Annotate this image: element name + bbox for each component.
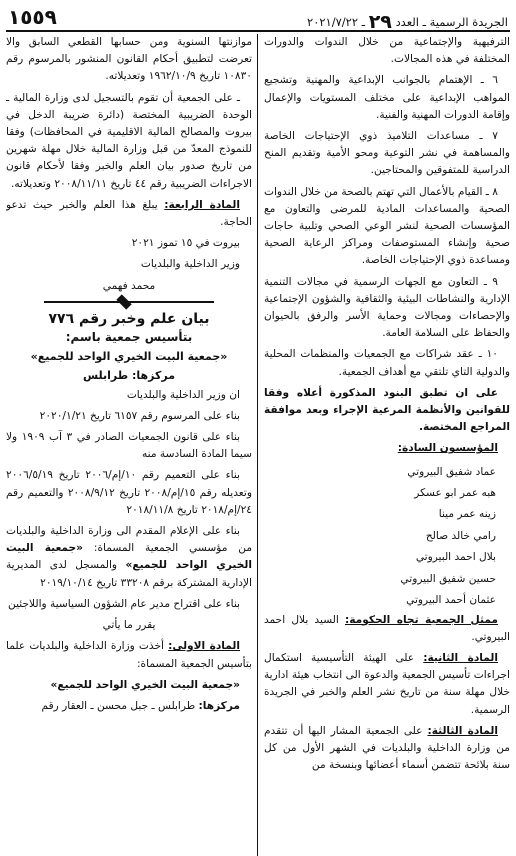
representative-name: السيد بلال احمد البيروتي. [264,613,510,643]
founder-name: عماد شفيق البيروتي [407,465,496,478]
recital-registration: والمسجل لدى المديرية الإدارية المشتركة برقم ٣٣٢٠٨ تاريخ ٢٠١٩/١٠/١٤ [6,559,252,589]
article-2-text: على الهيئة التأسيسية استكمال اجراءات تأسيس الجمعية والدعوة الى انتخاب هيئة ادارية خلال مهلة سنة من تاريخ نشر العلم والخبر في الجريدة الرسمية. [264,651,510,716]
recital-law: بناء على قانون الجمعيات الصادر في ٣ آب ١٩٠٩ ولا سيما المادة السادسة منه [6,431,252,461]
article-3-text: على الجمعية المشار اليها أن تتقدم من وزارة الداخلية والبلديات في الشهر الأول من كل سنة بلائحة تتضمن أسماء أعضائها وبنسخة من [264,724,510,772]
founders-heading: المؤسسون السادة: [397,442,498,455]
page-body [6,34,510,856]
conditions-note: على ان تطبق البنود المذكورة أعلاه وفقا للقوانين والأنظمة المرعية الإجراء وبعد موافقة المراجع المختصة. [264,386,510,434]
article-4-text: يبلغ هذا العلم والخبر حيث تدعو الحاجة. [6,198,252,229]
article-1-text: أخذت وزارة الداخلية والبلديات علما بتأسيس الجمعية المسماة: [6,640,252,670]
tax-registration-paragraph: ـ على الجمعية أن تقوم بالتسجيل لدى وزارة المالية ـ الوحدة الضريبية المختصة (دائرة ضريبة الدخل في بيروت والمصالح المالية الاقليمية في المحافظات) وفقا للنموذج المعدّ من قبل وزارة المالية خلال مهلة شهرين من تاريخ صدور بيان العلم والخبر وفقا لأحكام قانون الاجراءات الضريبية رقم ٤٤ تاريخ ٢٠٠٨/١١/١١ وتعديلاته. [6,91,252,190]
article-2-label: المادة الثانية: [423,651,498,664]
founder-name: هبه عمر ابو عسكر [414,487,496,500]
article-3 [264,723,510,775]
decision-line: يقرر ما يأتي [102,619,156,632]
column-divider [257,34,258,856]
item-6: ٦ ـ الإهتمام بالجوانب الإبداعية والمهنية وتشجيع المواهب الإبداعية على مختلف المستويات والإعمال وإقامة الدورات المهنية والفنية. [264,74,510,121]
recital-proposal: بناء على اقتراح مدير عام الشؤون السياسية واللاجئين [8,597,240,610]
notice-subtitle: بتأسيس جمعية باسم: [65,330,193,345]
recital-notification-text: بناء على الإعلام المقدم الى وزارة الداخلية والبلديات من مؤسسي الجمعية المسماة: [6,525,252,555]
association-name: «جمعية البيت الخيري الواحد للجميع» [30,350,228,364]
association-hq [6,367,252,384]
recital-association-name: «جمعية البيت الخيري الواحد للجميع» [6,542,252,572]
recital-notification [6,523,252,592]
article-4 [6,197,252,231]
item-10: ١٠ ـ عقد شراكات مع الجمعيات والمنظمات المحلية والدولية التاي تلتقي مع أهداف الجمعية. [264,348,510,378]
minister-line: ان وزير الداخلية والبلديات [126,388,240,401]
gazette-title: الجريدة الرسمية ـ العدد [395,15,508,29]
article-1-hq [6,698,252,715]
hq2-value: طرابلس ـ جبل محسن ـ العقار رقم [41,699,196,712]
article-1 [6,638,252,672]
hq2-label: مركزها: [198,699,240,712]
right-column [264,34,510,856]
notice-title: بيان علم وخبر رقم ٧٧٦ [48,310,210,327]
paragraph: موازنتها السنوية ومن حسابها القطعي السابق والا تعرضت لتطبيق أحكام القانون المنشور بالمرسوم رقم ١٠٨٣٠ تاريخ ١٩٦٢/١٠/٩ وتعديلاته. [6,36,252,83]
hq-label: مركزها: [131,369,176,383]
founder-name: زينه عمر مينا [438,508,496,521]
page-header [6,4,510,32]
left-column [6,34,252,856]
founder-name: بلال احمد البيروتي [415,551,496,564]
recital-decree: بناء على المرسوم رقم ٦١٥٧ تاريخ ٢٠٢٠/١/٢١ [39,409,240,422]
article-1-association-name: «جمعية البيت الخيري الواحد للجميع» [50,678,240,691]
recital-circulars: بناء على التعميم رقم ١٠/إم/٢٠٠٦ تاريخ ٢٠٠٦/٥/١٩ وتعديله رقم ١٥/إم/٢٠٠٨ تاريخ ٢٠٠٨/٩/١٢ والتعميم رقم ٢٤/إم/٢٠١٨ تاريخ ٢٠١٨/١١/٨ [6,469,252,516]
paragraph: الترفيهية والإجتماعية من خلال الندوات والدورات المختلفة في هذه المجالات. [264,36,510,66]
article-3-label: المادة الثالثة: [427,724,498,737]
signature-title: وزير الداخلية والبلديات [140,258,240,271]
issue-date: ـ ٢٠٢١/٧/٢٢ [307,15,366,29]
founder-name: عثمان أحمد البيروتي [406,594,496,607]
article-2 [264,650,510,719]
item-8: ٨ ـ القيام بالأعمال التي تهتم بالصحة من خلال الندوات الصحية والمساعدات المادية للمرضى والتعاون مع المؤسسات الصحية لنشر الوعي الصحي وتلبية حاجات صحية وإنشاء المستوصفات ومراكز الرعاية الصحية ومساعدة ذوي الإحتياجات الخاصة. [264,185,510,267]
founders-list [264,462,510,612]
page-number: ١٥٥٩ [8,5,57,29]
issue-number: ٢٩ [368,11,392,33]
item-7: ٧ ـ مساعدات التلاميذ ذوي الإحتياجات الخاصة والمساهمة في نشر التوعية ومحو الأمية وتقديم المنح الدراسية للمتفوقين والمحتاجين. [264,130,510,177]
item-9: ٩ ـ التعاون مع الجهات الرسمية في مجالات التنمية الإدارية والنشاطات البيئية والثقافية والشؤون الإجتماعية والإحصاءات ومجالات وحماية الأسر والرفق بالحيوان والحفاظ على السلامة العامة. [264,275,510,340]
section-divider-ornament [44,301,214,303]
founder-name: حسين شفيق البيروتي [400,572,496,585]
representative-label: ممثل الجمعية تجاه الحكومة: [344,613,498,626]
signature-place-date: بيروت في ١٥ تموز ٢٠٢١ [131,237,240,250]
hq-value: طرابلس [82,369,129,383]
government-representative [264,612,510,646]
article-1-label: المادة الاولى: [168,640,240,653]
founder-name: رامي خالد صالح [425,529,496,542]
gazette-header [307,9,508,31]
article-4-label: المادة الرابعة: [164,198,240,211]
signature-name: محمد فهمي [102,279,156,292]
